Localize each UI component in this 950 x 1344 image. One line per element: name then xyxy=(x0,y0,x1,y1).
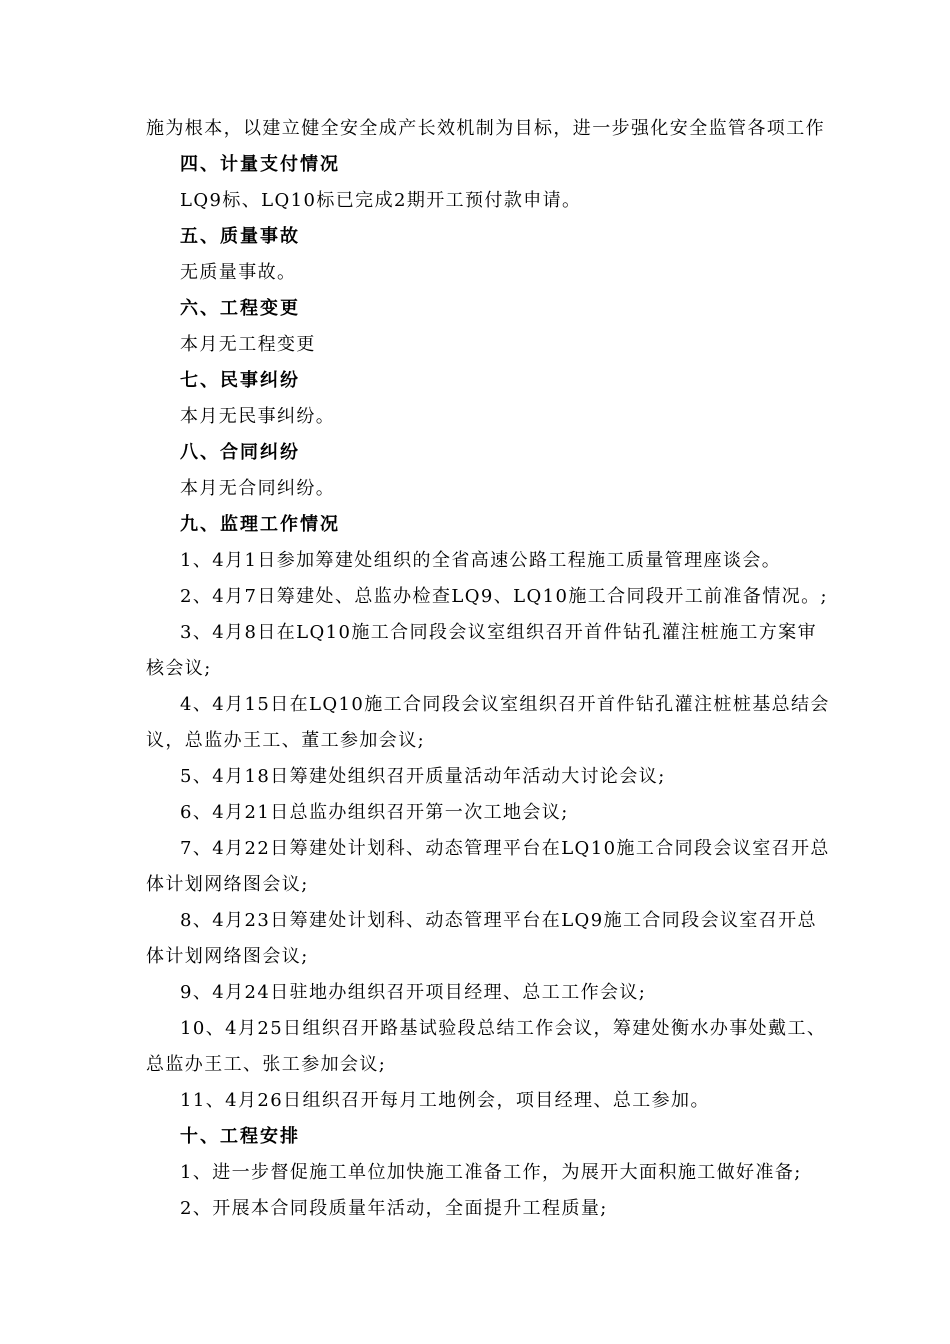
body-text-line: 施为根本，以建立健全安全成产长效机制为目标，进一步强化安全监管各项工作 xyxy=(146,118,825,139)
section-heading-project-arrangement: 十、工程安排 xyxy=(180,1126,300,1147)
list-item: 3、4月8日在LQ10施工合同段会议室组织召开首件钻孔灌注桩施工方案审 xyxy=(180,622,817,643)
section-heading-contract-dispute: 八、合同纠纷 xyxy=(180,442,300,463)
list-item: 5、4月18日筹建处组织召开质量活动年活动大讨论会议; xyxy=(180,766,666,787)
section-heading-civil-dispute: 七、民事纠纷 xyxy=(180,370,300,391)
section-heading-engineering-change: 六、工程变更 xyxy=(180,298,300,319)
body-text-line: 无质量事故。 xyxy=(180,262,297,283)
list-item: 9、4月24日驻地办组织召开项目经理、总工工作会议; xyxy=(180,982,647,1003)
list-item: 8、4月23日筹建处计划科、动态管理平台在LQ9施工合同段会议室召开总 xyxy=(180,910,817,931)
section-heading-quality-accident: 五、质量事故 xyxy=(180,226,300,247)
section-heading-supervision-work: 九、监理工作情况 xyxy=(180,514,340,535)
list-item: 11、4月26日组织召开每月工地例会，项目经理、总工参加。 xyxy=(180,1090,710,1111)
list-item-continuation: 体计划网络图会议; xyxy=(146,946,309,967)
body-text-line: LQ9标、LQ10标已完成2期开工预付款申请。 xyxy=(180,190,582,211)
list-item: 2、4月7日筹建处、总监办检查LQ9、LQ10施工合同段开工前准备情况。; xyxy=(180,586,828,607)
list-item: 1、进一步督促施工单位加快施工准备工作，为展开大面积施工做好准备; xyxy=(180,1162,802,1183)
list-item: 4、4月15日在LQ10施工合同段会议室组织召开首件钻孔灌注桩桩基总结会 xyxy=(180,694,830,715)
list-item-continuation: 议，总监办王工、董工参加会议; xyxy=(146,730,426,751)
list-item-continuation: 体计划网络图会议; xyxy=(146,874,309,895)
list-item: 6、4月21日总监办组织召开第一次工地会议; xyxy=(180,802,569,823)
list-item: 10、4月25日组织召开路基试验段总结工作会议，筹建处衡水办事处戴工、 xyxy=(180,1018,827,1039)
list-item-continuation: 总监办王工、张工参加会议; xyxy=(146,1054,387,1075)
body-text-line: 本月无合同纠纷。 xyxy=(180,478,336,499)
body-text-line: 本月无工程变更 xyxy=(180,334,316,355)
list-item: 2、开展本合同段质量年活动，全面提升工程质量; xyxy=(180,1198,608,1219)
list-item-continuation: 核会议; xyxy=(146,658,212,679)
section-heading-payment: 四、计量支付情况 xyxy=(180,154,340,175)
list-item: 7、4月22日筹建处计划科、动态管理平台在LQ10施工合同段会议室召开总 xyxy=(180,838,830,859)
body-text-line: 本月无民事纠纷。 xyxy=(180,406,336,427)
list-item: 1、4月1日参加筹建处组织的全省高速公路工程施工质量管理座谈会。 xyxy=(180,550,782,571)
